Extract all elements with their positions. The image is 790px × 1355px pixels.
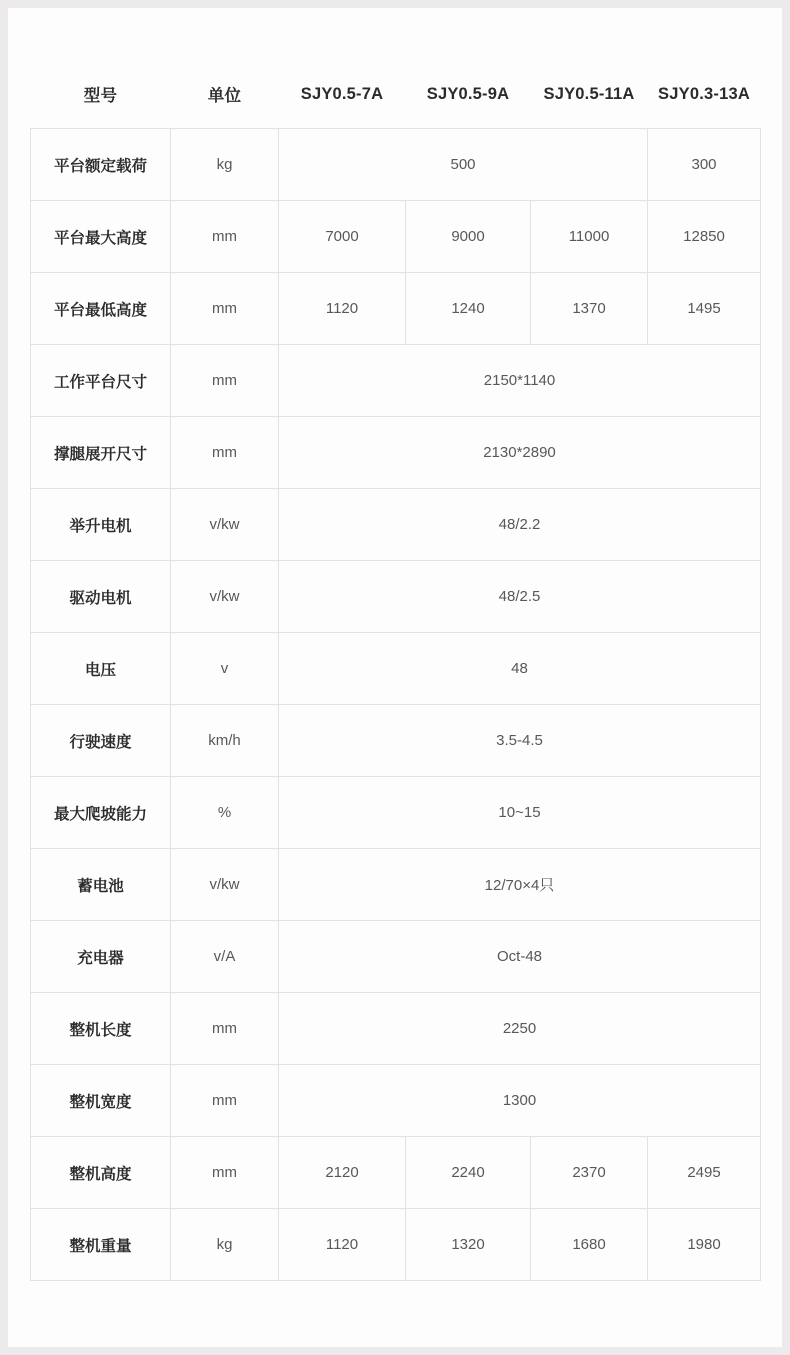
table-body [31,129,761,1281]
table-row [31,849,761,921]
row-value: 2240 [406,1137,531,1209]
row-value: Oct-48 [279,921,761,993]
row-value: 48 [279,633,761,705]
row-value: 2150*1140 [279,345,761,417]
row-value: 1240 [406,273,531,345]
row-unit: mm [171,1065,279,1137]
row-value: 12850 [648,201,761,273]
table-row [31,1065,761,1137]
row-label: 电压 [31,633,171,705]
row-label: 撑腿展开尺寸 [31,417,171,489]
column-header-model-b: SJY0.5-9A [426,84,510,103]
row-label: 充电器 [31,921,171,993]
table-row [31,345,761,417]
row-value: 9000 [406,201,531,273]
table-row [31,921,761,993]
row-label: 驱动电机 [31,561,171,633]
row-label: 整机高度 [31,1137,171,1209]
row-unit: v/kw [171,849,279,921]
row-value: 7000 [279,201,406,273]
row-label: 整机长度 [31,993,171,1065]
row-value: 500 [279,129,648,201]
row-label: 举升电机 [31,489,171,561]
row-label: 最大爬坡能力 [31,777,171,849]
row-label: 工作平台尺寸 [31,345,171,417]
row-unit: % [171,777,279,849]
row-value: 2120 [279,1137,406,1209]
row-unit: kg [171,1209,279,1281]
row-unit: kg [171,129,279,201]
table-row [31,1137,761,1209]
table-row [31,273,761,345]
row-value: 2130*2890 [279,417,761,489]
row-value: 1300 [279,1065,761,1137]
column-header-model-c: SJY0.5-11A [543,84,635,103]
row-value: 3.5-4.5 [279,705,761,777]
row-label: 平台最大高度 [31,201,171,273]
row-label: 整机宽度 [31,1065,171,1137]
table-row [31,129,761,201]
table-header-row [31,60,761,129]
table-row [31,993,761,1065]
row-value: 10~15 [279,777,761,849]
row-value: 1495 [648,273,761,345]
row-unit: v/kw [171,489,279,561]
row-value: 1120 [279,273,406,345]
table-row [31,417,761,489]
row-value: 2495 [648,1137,761,1209]
row-label: 行驶速度 [31,705,171,777]
row-unit: v/kw [171,561,279,633]
column-header-unit: 单位 [207,87,242,105]
table-header [31,60,761,129]
row-unit: km/h [171,705,279,777]
row-unit: mm [171,273,279,345]
column-header-model-d: SJY0.3-13A [658,84,750,103]
table-row [31,489,761,561]
row-value: 300 [648,129,761,201]
row-value: 48/2.2 [279,489,761,561]
column-header-model: 型号 [83,87,118,105]
row-value: 12/70×4只 [279,849,761,921]
table-row [31,705,761,777]
table-row [31,561,761,633]
table-row [31,777,761,849]
row-label: 蓄电池 [31,849,171,921]
table-row [31,201,761,273]
row-label: 平台最低高度 [31,273,171,345]
row-value: 1320 [406,1209,531,1281]
row-value: 2250 [279,993,761,1065]
spec-sheet-card [8,8,782,1347]
row-unit: mm [171,993,279,1065]
row-value: 48/2.5 [279,561,761,633]
row-unit: mm [171,345,279,417]
row-value: 1370 [531,273,648,345]
row-unit: mm [171,1137,279,1209]
row-unit: v [171,633,279,705]
specification-table [30,60,761,1281]
row-unit: mm [171,417,279,489]
row-unit: v/A [171,921,279,993]
row-value: 1120 [279,1209,406,1281]
row-value: 1980 [648,1209,761,1281]
column-header-model-a: SJY0.5-7A [300,84,384,103]
table-row [31,633,761,705]
row-value: 2370 [531,1137,648,1209]
row-label: 平台额定载荷 [31,129,171,201]
row-label: 整机重量 [31,1209,171,1281]
row-value: 1680 [531,1209,648,1281]
row-value: 11000 [531,201,648,273]
table-row [31,1209,761,1281]
row-unit: mm [171,201,279,273]
